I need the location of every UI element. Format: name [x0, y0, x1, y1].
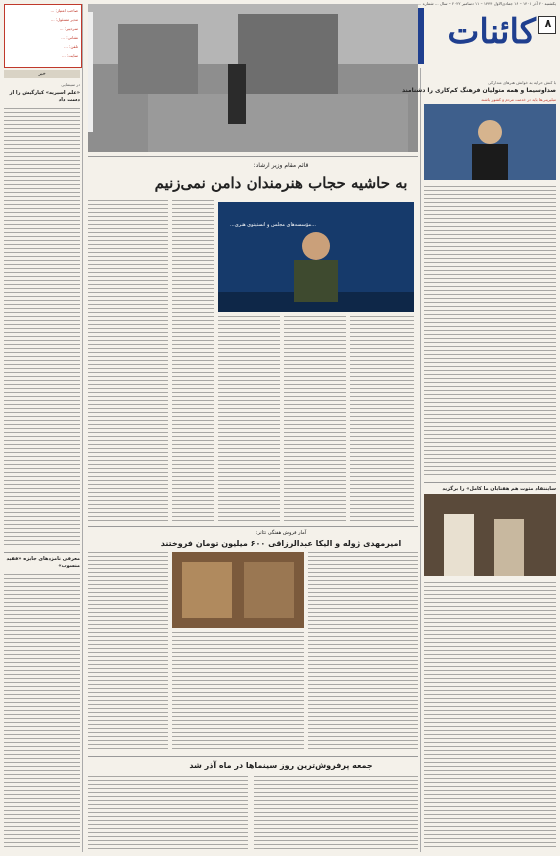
lower-text-col — [172, 632, 304, 752]
rubble-image — [88, 4, 418, 152]
bottom-text-col — [88, 776, 248, 850]
speaker-photo — [424, 104, 556, 180]
sidebar-text-block — [4, 574, 80, 850]
main-kicker: قائم مقام وزیر ارشاد: — [253, 162, 309, 169]
info-box-line: صاحب امتیاز: ... — [50, 8, 78, 13]
info-box-line: مدیر مسئول: ... — [50, 17, 78, 22]
main-text-col — [284, 316, 346, 522]
page-number: ۸ — [544, 17, 552, 30]
right-bottom-photo — [424, 494, 556, 576]
sidebar-divider — [4, 552, 80, 553]
divider — [424, 482, 556, 483]
top-photo — [88, 4, 418, 152]
sidebar-item-kicker: در سینمایی — [61, 82, 80, 87]
main-photo-banner: ...مؤسسه‌های مجلس و انستیتوی هنری... — [230, 222, 316, 228]
top-photo-caption — [88, 12, 93, 132]
info-box-line: تلفن: ... — [64, 44, 78, 49]
bottom-headline: جمعه پرفروش‌ترین روز سینماها در ماه آذر شد — [189, 761, 373, 770]
sidebar-section-text: خبر — [38, 71, 46, 77]
divider — [88, 156, 418, 157]
theater-photo — [172, 552, 304, 628]
right-text-block — [424, 186, 556, 478]
right-subhead: مبلیرینی‌ها باید در خدمت مردم و کشور باشند — [481, 97, 556, 102]
bottom-text-col — [254, 776, 418, 850]
right-text-block — [424, 582, 556, 850]
divider — [88, 756, 418, 757]
column-divider — [420, 68, 421, 852]
lower-photo — [172, 552, 304, 628]
info-box — [4, 4, 82, 68]
lower-text-col — [308, 552, 418, 752]
info-box-line: نشانی: ... — [61, 35, 78, 40]
date-line: یکشنبه ۲۰ آذر ۱۴۰۱ – ۱۶ جمادی‌الاول ۱۴۴۴ – ۱۱ دسامبر ۲۰۲۲ – سال ... شماره ... — [417, 1, 556, 6]
sidebar-item-title: معرفی نامزدهای جایزه «فقید منسوب» — [6, 556, 80, 569]
left-sidebar — [4, 4, 80, 852]
masthead-logo: کائنات — [447, 12, 536, 52]
main-text-col — [350, 316, 414, 522]
info-box-line: سردبیر: ... — [59, 26, 78, 31]
sidebar-item-title: «علم اسیریه» کیارگیش را از دست داد — [9, 90, 80, 103]
lower-kicker: آمار فروش هفتگی تئاتر: — [255, 530, 307, 536]
deputy-minister-photo — [218, 202, 414, 312]
info-box-line: سایت: ... — [61, 53, 78, 58]
main-headline: به حاشیه حجاب هنرمندان دامن نمی‌زنیم — [154, 174, 408, 192]
sidebar-section-label — [4, 70, 80, 78]
main-text-col — [218, 316, 280, 522]
right-photo — [424, 104, 556, 180]
film-still — [424, 494, 556, 576]
lower-headline: امیرمهدی ژوله و الیکا عبدالرزاقی ۶۰۰ میلیون تومان فروختند — [160, 539, 402, 548]
main-text-col — [88, 200, 168, 522]
sidebar-text-block — [4, 108, 80, 548]
right-bottom-headline: ساینتفاد مثوت هم هفتایان ما کامل» را برگزید — [442, 486, 556, 492]
right-headline: صداوسیما و همه متولیان فرهنگ کم‌کاری را دشنامند — [402, 87, 556, 94]
main-text-col — [172, 200, 214, 522]
lower-text-col — [88, 552, 168, 752]
column-divider — [82, 4, 83, 852]
right-kicker: با کنش حرایه به خوانش هنرهای متدارکی — [487, 80, 556, 85]
main-photo — [218, 202, 414, 312]
divider — [88, 526, 418, 527]
